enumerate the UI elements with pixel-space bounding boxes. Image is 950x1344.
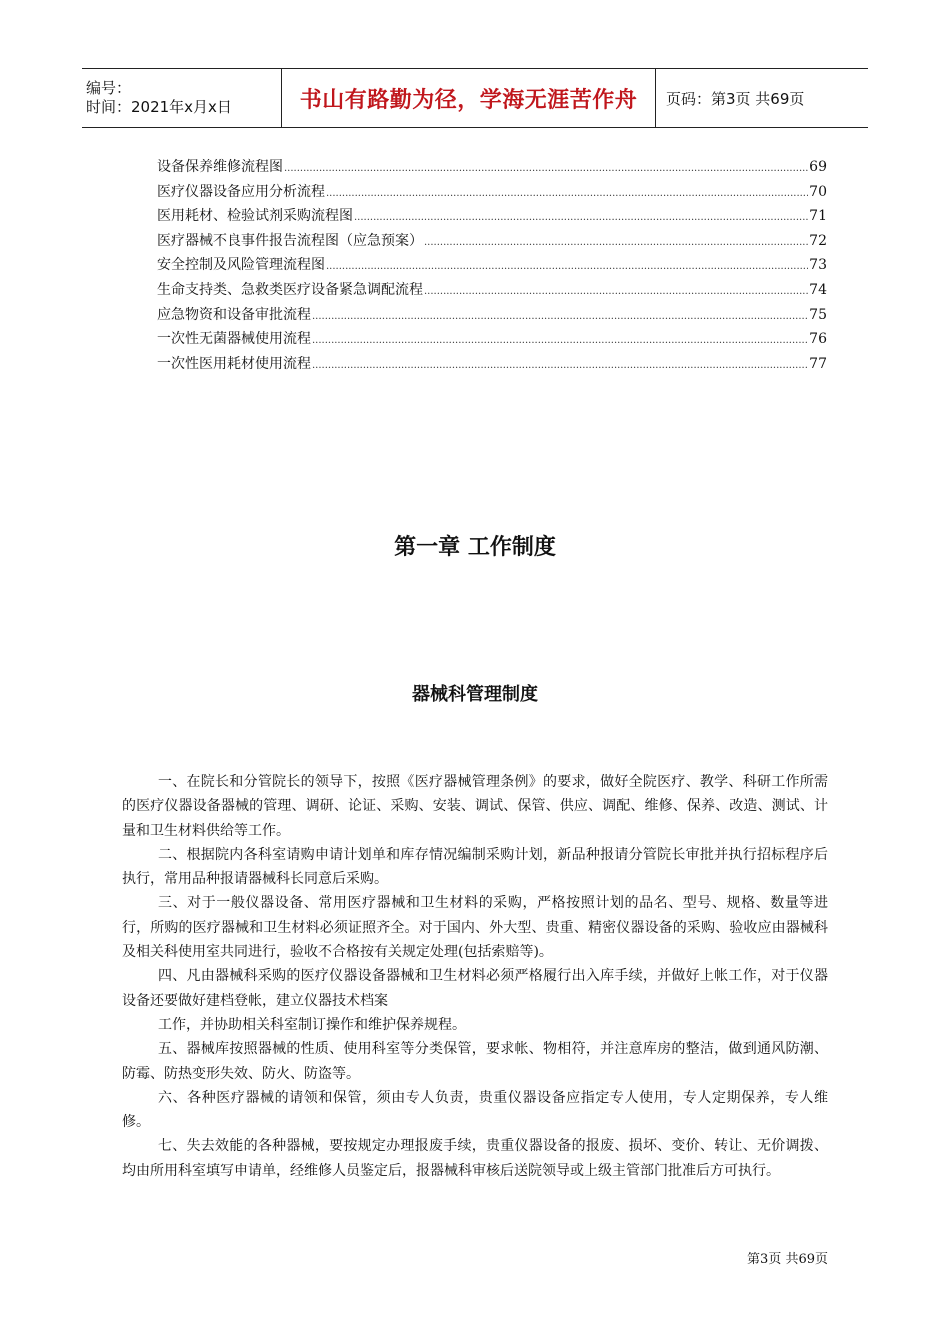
table-of-contents <box>157 156 827 377</box>
body-paragraph: 工作，并协助相关科室制订操作和维护保养规程。 <box>158 1016 466 1033</box>
header-meta <box>82 69 282 127</box>
section-title: 器械科管理制度 <box>412 684 538 705</box>
chapter-title: 第一章 工作制度 <box>394 535 556 560</box>
toc-leader-dots <box>354 212 808 223</box>
body-paragraph: 五、器械库按照器械的性质、使用科室等分类保管，要求帐、物相符，并注意库房的整洁，做到通风防潮、防霉、防热变形失效、防火、防盗等。 <box>122 1041 828 1082</box>
toc-entry-title: 一次性无菌器械使用流程 <box>157 331 311 348</box>
toc-entry[interactable] <box>157 328 827 353</box>
page-footer: 第3页 共69页 <box>747 1252 828 1267</box>
toc-entry[interactable] <box>157 353 827 378</box>
toc-entry-page: 73 <box>809 257 827 274</box>
toc-entry-title: 设备保养维修流程图 <box>157 159 283 175</box>
toc-leader-dots <box>312 335 808 346</box>
page-header <box>82 68 868 128</box>
toc-entry-page: 74 <box>809 281 827 298</box>
toc-entry-title: 医疗器械不良事件报告流程图（应急预案） <box>157 232 423 249</box>
toc-leader-dots <box>424 286 808 297</box>
toc-entry-page: 75 <box>809 306 827 323</box>
toc-entry-title: 应急物资和设备审批流程 <box>157 306 311 323</box>
document-number-label: 编号： <box>86 79 132 97</box>
toc-leader-dots <box>326 261 808 272</box>
document-body <box>122 770 828 1183</box>
toc-entry[interactable] <box>157 156 827 181</box>
toc-entry[interactable] <box>157 279 827 304</box>
body-paragraph: 二、根据院内各科室请购申请计划单和库存情况编制采购计划，新品种报请分管院长审批并执行招标程序后执行，常用品种报请器械科长同意后采购。 <box>122 846 828 888</box>
toc-entry[interactable] <box>157 254 827 279</box>
toc-entry-title: 安全控制及风险管理流程图 <box>157 257 325 274</box>
body-paragraph: 三、对于一般仪器设备、常用医疗器械和卫生材料的采购，严格按照计划的品名、型号、规格、数量等进行，所购的医疗器械和卫生材料必须证照齐全。对于国内、外大型、贵重、精密仪器设备的采购、验收应由器械科及相关科使用室共同进行，验收不合格按有关规定处理(包括索赔等)。 <box>122 895 828 961</box>
toc-leader-dots <box>424 237 808 248</box>
toc-entry-page: 70 <box>809 183 827 200</box>
toc-entry-page: 69 <box>809 159 827 175</box>
toc-entry-page: 77 <box>809 355 827 372</box>
toc-entry-page: 76 <box>809 331 827 348</box>
body-paragraph: 七、失去效能的各种器械，要按规定办理报废手续，贵重仪器设备的报废、损坏、变价、转让、无价调拨、均由所用科室填写申请单，经维修人员鉴定后，报器械科审核后送院领导或上级主管部门批准后方可执行。 <box>122 1138 828 1179</box>
toc-leader-dots <box>312 360 808 371</box>
toc-entry-page: 71 <box>809 208 827 225</box>
toc-leader-dots <box>284 163 808 174</box>
toc-entry-title: 生命支持类、急救类医疗设备紧急调配流程 <box>157 281 423 298</box>
toc-leader-dots <box>312 311 808 322</box>
toc-leader-dots <box>326 188 808 199</box>
header-page-info: 页码：第3页 共69页 <box>666 89 805 108</box>
toc-entry[interactable] <box>157 181 827 206</box>
toc-entry[interactable] <box>157 304 827 329</box>
document-date: 时间：2021年x月x日 <box>86 98 232 116</box>
toc-entry-title: 一次性医用耗材使用流程 <box>157 355 311 372</box>
toc-entry-page: 72 <box>809 232 827 249</box>
toc-entry-title: 医疗仪器设备应用分析流程 <box>157 183 325 200</box>
toc-entry[interactable] <box>157 205 827 230</box>
body-paragraph: 六、各种医疗器械的请领和保管，须由专人负责，贵重仪器设备应指定专人使用，专人定期保养，专人维修。 <box>122 1089 828 1131</box>
body-paragraph: 一、在院长和分管院长的领导下，按照《医疗器械管理条例》的要求，做好全院医疗、教学、科研工作所需的医疗仪器设备器械的管理、调研、论证、采购、安装、调试、保管、供应、调配、维修、保养、改造、测试、计量和卫生材料供给等工作。 <box>122 774 828 839</box>
toc-entry[interactable] <box>157 230 827 255</box>
body-paragraph: 四、凡由器械科采购的医疗仪器设备器械和卫生材料必须严格履行出入库手续，并做好上帐工作，对于仪器设备还要做好建档登帐，建立仪器技术档案 <box>122 968 828 1009</box>
toc-entry-title: 医用耗材、检验试剂采购流程图 <box>157 208 353 225</box>
header-motto: 书山有路勤为径，学海无涯苦作舟 <box>282 69 656 127</box>
